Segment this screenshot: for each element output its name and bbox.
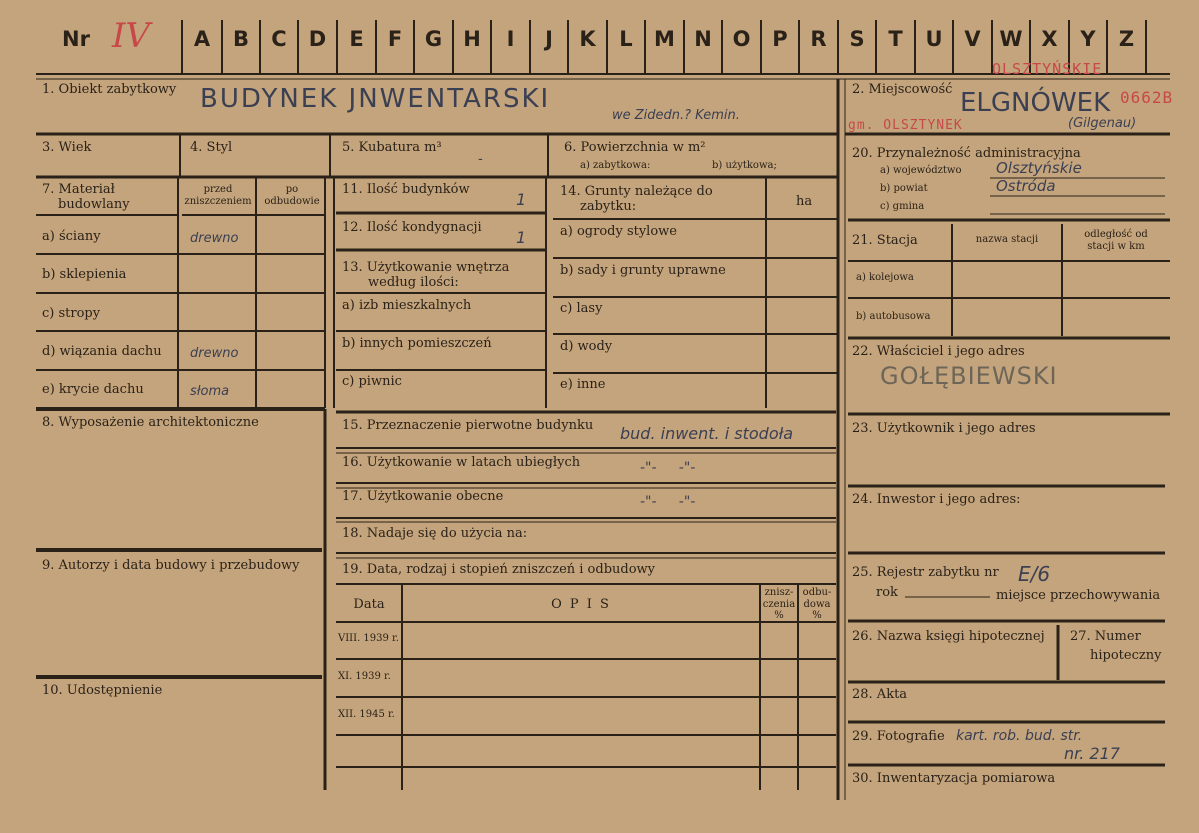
field-19-col-damage-3: % (774, 610, 784, 621)
field-21-col-name: nazwa stacji (975, 234, 1039, 245)
index-letter-n: N (694, 27, 712, 51)
field-20-label: 20. Przynależność administracyjna (852, 146, 1081, 161)
field-5-value: - (478, 152, 483, 167)
field-7-after-2: odbudowie (264, 196, 320, 207)
field-26-label: 26. Nazwa księgi hipotecznej (852, 629, 1045, 644)
nr-label: Nr (62, 27, 90, 51)
field-17-value: -"- -"- (640, 494, 696, 510)
field-7-label: 7. Materiał (42, 182, 115, 197)
region-stamp: OLSZTYŃSKIE (992, 60, 1103, 78)
index-letter-g: G (424, 27, 443, 51)
field-7-row-value: słoma (190, 384, 230, 399)
field-13-row-label: c) piwnic (342, 374, 402, 389)
field-25-place: miejsce przechowywania (996, 588, 1161, 603)
field-7-row-value: drewno (190, 346, 239, 361)
field-25-label: 25. Rejestr zabytku nr (852, 565, 999, 580)
field-7-row-label: d) wiązania dachu (42, 344, 162, 359)
field-15-label: 15. Przeznaczenie pierwotne budynku (342, 418, 594, 433)
field-28-label: 28. Akta (852, 687, 908, 702)
field-19-col-rebuild-3: % (812, 610, 822, 621)
field-7-before: przed (203, 184, 233, 195)
field-10-label: 10. Udostępnienie (42, 683, 163, 698)
field-21-bus: b) autobusowa (856, 311, 931, 322)
index-letter-y: Y (1080, 27, 1096, 51)
field-7-row-label: b) sklepienia (42, 267, 127, 282)
field-27-label: 27. Numer (1070, 629, 1141, 644)
field-13-row-label: b) innych pomieszczeń (342, 336, 492, 351)
field-19-date-2: XI. 1939 r. (338, 671, 391, 682)
field-2-gmina: gm. OLSZTYNEK (848, 118, 963, 133)
field-7-row-label: e) krycie dachu (42, 382, 144, 397)
index-letter-h: H (463, 27, 481, 51)
field-2-number: 0662B (1120, 88, 1174, 107)
field-6-label: 6. Powierzchnia w m² (564, 140, 706, 155)
index-letter-v: V (964, 27, 981, 51)
field-2-note: (Gilgenau) (1068, 116, 1137, 131)
field-30-label: 30. Inwentaryzacja pomiarowa (852, 771, 1056, 786)
field-11-label: 11. Ilość budynków (342, 182, 470, 197)
field-21-col-distance-2: stacji w km (1087, 241, 1145, 252)
field-1-note: we Zidedn.? Kemin. (612, 108, 740, 123)
field-20-row-value: Olsztyńskie (996, 159, 1082, 177)
index-letter-t: T (888, 27, 903, 51)
index-letter-m: M (654, 27, 675, 51)
index-letter-j: J (545, 27, 553, 51)
field-4-label: 4. Styl (190, 140, 233, 155)
field-25-year: rok (876, 585, 898, 600)
index-letter-d: D (308, 27, 327, 51)
field-6-a: a) zabytkowa: (580, 160, 651, 171)
field-19-col-damage: znisz- (764, 587, 794, 598)
field-24-label: 24. Inwestor i jego adres: (852, 492, 1021, 507)
index-letter-k: K (579, 27, 596, 51)
index-letter-s: S (849, 27, 865, 51)
field-5-label: 5. Kubatura m³ (342, 140, 442, 155)
index-letter-z: Z (1118, 27, 1135, 51)
field-29-value: kart. rob. bud. str. (956, 728, 1083, 744)
field-19-col-damage-2: czenia (762, 599, 796, 610)
index-letter-b: B (232, 27, 249, 51)
field-11-value: 1 (516, 190, 527, 209)
index-letter-r: R (810, 27, 827, 51)
index-letter-i: I (506, 27, 515, 51)
field-19-label: 19. Data, rodzaj i stopień zniszczeń i odbudowy (342, 562, 656, 577)
field-14-label: 14. Grunty należące do (560, 184, 713, 199)
field-13-label-2: według ilości: (368, 275, 459, 290)
field-14-row-label: d) wody (560, 339, 613, 354)
field-7-row-value: drewno (190, 231, 239, 246)
field-3-label: 3. Wiek (42, 140, 92, 155)
field-14-row-label: c) lasy (560, 301, 603, 316)
index-letter-w: W (999, 27, 1023, 51)
field-14-label-2: zabytku: (580, 199, 637, 214)
field-17-label: 17. Użytkowanie obecne (342, 489, 504, 504)
field-21-label: 21. Stacja (852, 233, 918, 248)
index-letter-x: X (1041, 27, 1058, 51)
field-13-row-label: a) izb mieszkalnych (342, 298, 472, 313)
index-letter-e: E (349, 27, 364, 51)
field-14-unit: ha (796, 194, 813, 209)
field-19-date-3: XII. 1945 r. (338, 709, 395, 720)
field-29-label: 29. Fotografie (852, 729, 945, 744)
index-letter-u: U (925, 27, 943, 51)
index-letter-l: L (619, 27, 633, 51)
index-letter-o: O (732, 27, 751, 51)
field-14-row-label: b) sady i grunty uprawne (560, 263, 726, 278)
field-7-after: po (285, 184, 299, 195)
field-29-number: nr. 217 (1064, 744, 1120, 763)
index-letter-p: P (772, 27, 788, 51)
field-14-row-label: e) inne (560, 377, 606, 392)
field-19-col-desc: O P I S (551, 597, 611, 612)
field-2-label: 2. Miejscowość (852, 82, 953, 97)
field-18-label: 18. Nadaje się do użycia na: (342, 526, 528, 541)
field-2-value: ELGNÓWEK (960, 88, 1111, 118)
field-19-col-date: Data (353, 597, 385, 612)
field-22-label: 22. Właściciel i jego adres (852, 344, 1025, 359)
field-6-b: b) użytkowa; (712, 160, 777, 171)
field-21-col-distance: odległość od (1084, 229, 1148, 240)
field-13-label: 13. Użytkowanie wnętrza (342, 260, 510, 275)
field-1-label: 1. Obiekt zabytkowy (42, 82, 177, 97)
nr-value: IV (112, 16, 150, 56)
index-letter-a: A (193, 27, 211, 51)
field-27-label-2: hipoteczny (1090, 648, 1162, 663)
field-25-value: E/6 (1018, 562, 1051, 586)
field-1-value: BUDYNEK JNWENTARSKI (200, 84, 551, 114)
field-7-before-2: zniszczeniem (184, 196, 252, 207)
field-12-value: 1 (516, 228, 527, 247)
field-7-label-2: budowlany (58, 197, 130, 212)
field-16-value: -"- -"- (640, 460, 696, 476)
index-letter-f: F (387, 27, 403, 51)
field-22-value: GOŁĘBIEWSKI (880, 362, 1058, 390)
field-15-value: bud. inwent. i stodoła (620, 424, 793, 443)
field-21-rail: a) kolejowa (856, 272, 914, 283)
field-20-row-label: a) województwo (880, 165, 962, 176)
field-23-label: 23. Użytkownik i jego adres (852, 421, 1036, 436)
field-16-label: 16. Użytkowanie w latach ubiegłych (342, 455, 581, 470)
field-7-row-label: a) ściany (42, 229, 101, 244)
field-8-label: 8. Wyposażenie architektoniczne (42, 415, 259, 430)
field-7-row-label: c) stropy (42, 306, 101, 321)
field-19-col-rebuild: odbu- (802, 587, 832, 598)
field-19-col-rebuild-2: dowa (803, 599, 831, 610)
field-20-row-value: Ostróda (996, 177, 1056, 195)
field-14-row-label: a) ogrody stylowe (560, 224, 677, 239)
field-12-label: 12. Ilość kondygnacji (342, 220, 482, 235)
field-9-label: 9. Autorzy i data budowy i przebudowy (42, 558, 300, 573)
field-19-date-1: VIII. 1939 r. (338, 633, 399, 644)
field-20-row-label: b) powiat (880, 183, 928, 194)
field-20-row-label: c) gmina (880, 201, 925, 212)
index-letter-c: C (271, 27, 287, 51)
